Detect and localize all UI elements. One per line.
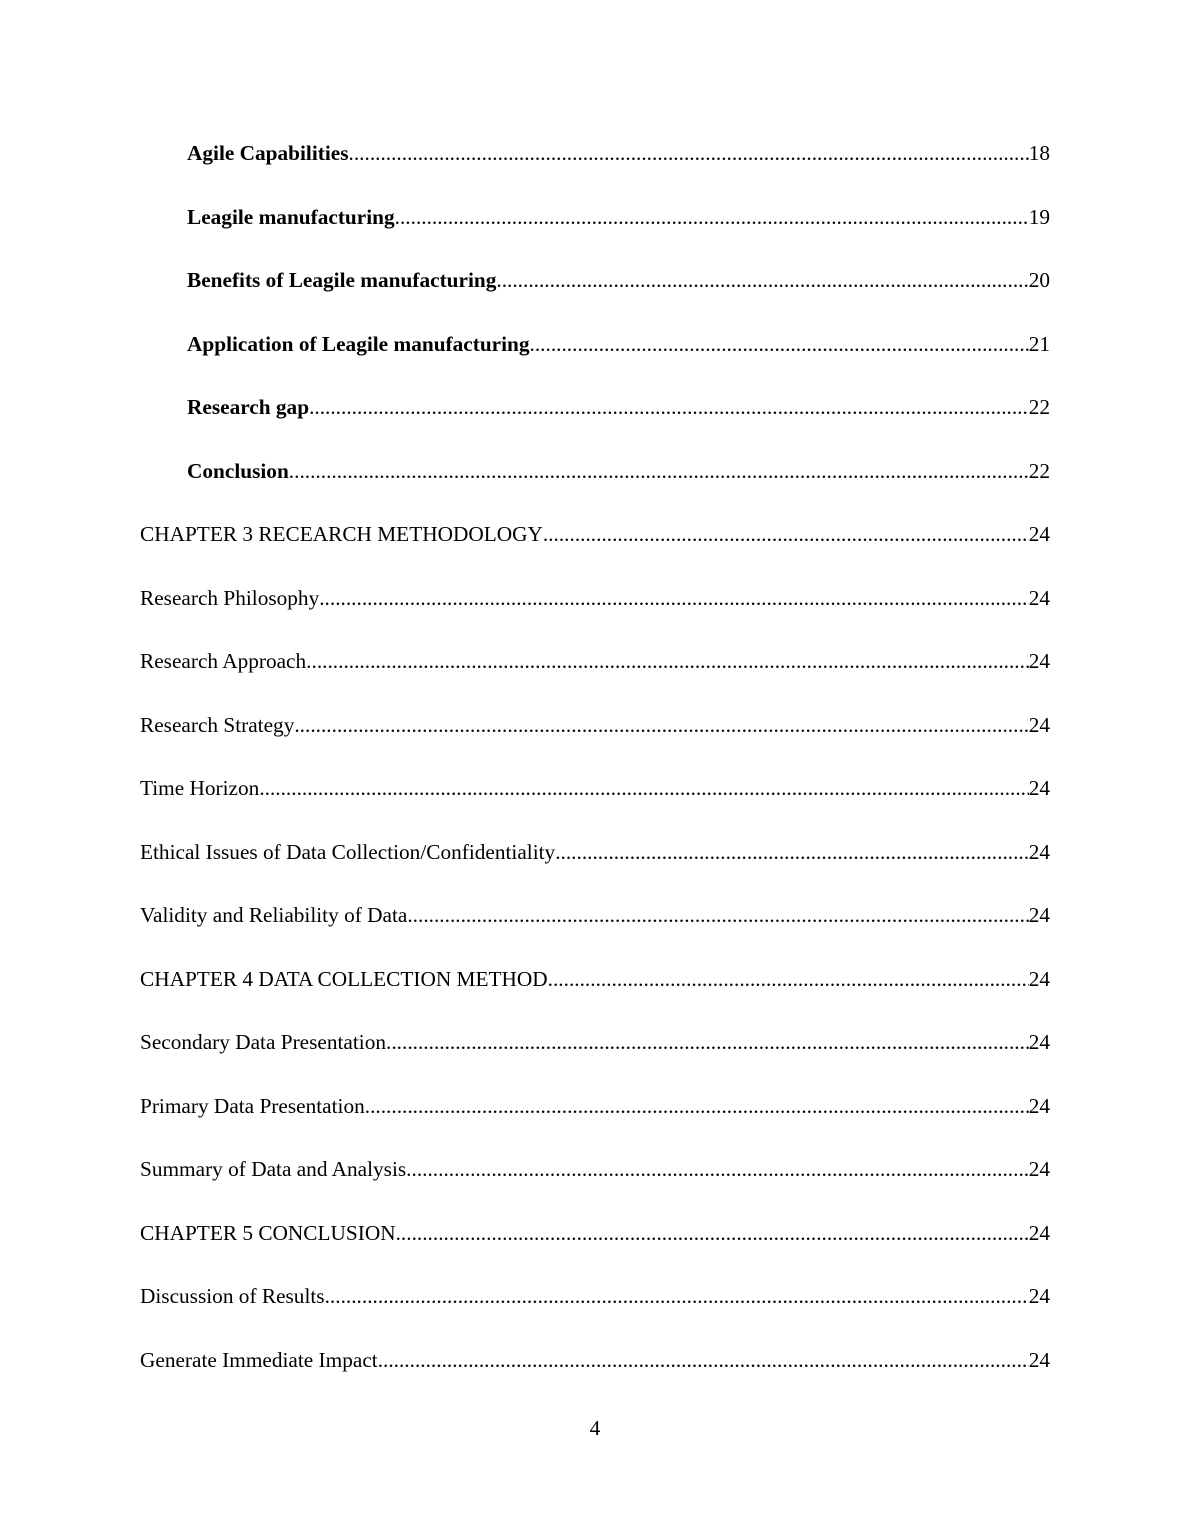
toc-entry-page: 21 xyxy=(1028,331,1050,356)
toc-entry-summary-of-data[interactable] xyxy=(140,1138,1050,1202)
toc-entry-research-strategy[interactable] xyxy=(140,694,1050,758)
toc-entry-chapter-4[interactable] xyxy=(140,948,1050,1012)
toc-entry-page: 24 xyxy=(1028,1157,1050,1181)
toc-entry-leagile-manufacturing[interactable] xyxy=(140,186,1050,250)
toc-entry-agile-capabilities[interactable] xyxy=(140,122,1050,186)
toc-entry-page: 22 xyxy=(1028,458,1050,483)
toc-entry-title: Summary of Data and Analysis xyxy=(140,1157,407,1181)
toc-entry-title: Conclusion xyxy=(187,458,289,483)
toc-entry-page: 24 xyxy=(1028,903,1050,927)
toc-dot-leader xyxy=(543,503,1029,567)
toc-entry-page: 18 xyxy=(1028,141,1050,165)
toc-entry-validity-and-reliability[interactable] xyxy=(140,884,1050,948)
toc-entry-title: Secondary Data Presentation xyxy=(140,1030,387,1054)
toc-entry-chapter-3[interactable] xyxy=(140,503,1050,567)
toc-entry-title: Discussion of Results xyxy=(140,1284,325,1308)
toc-entry-research-approach[interactable] xyxy=(140,630,1050,694)
toc-entry-title: Research Strategy xyxy=(140,712,295,737)
toc-entry-page: 20 xyxy=(1028,268,1050,292)
toc-dot-leader xyxy=(407,884,1028,948)
toc-dot-leader xyxy=(395,186,1029,250)
toc-entry-title: Ethical Issues of Data Collection/Confidentiality xyxy=(140,839,556,864)
toc-entry-generate-immediate-impact[interactable] xyxy=(140,1329,1050,1393)
toc-entry-benefits-of-leagile-manufacturing[interactable] xyxy=(140,249,1050,313)
toc-entry-time-horizon[interactable] xyxy=(140,757,1050,821)
toc-dot-leader xyxy=(294,694,1028,758)
toc-entry-page: 24 xyxy=(1028,522,1050,546)
toc-dot-leader xyxy=(309,376,1029,440)
toc-entry-title: Leagile manufacturing xyxy=(187,204,395,229)
toc-entry-page: 19 xyxy=(1028,204,1050,229)
toc-entry-page: 24 xyxy=(1028,839,1050,864)
toc-entry-page: 24 xyxy=(1028,712,1050,737)
toc-entry-research-gap[interactable] xyxy=(140,376,1050,440)
toc-entry-chapter-5[interactable] xyxy=(140,1202,1050,1266)
toc-entry-title: Benefits of Leagile manufacturing xyxy=(187,268,497,292)
toc-entry-title: Research Approach xyxy=(140,649,307,673)
toc-dot-leader xyxy=(349,122,1029,186)
toc-entry-title: CHAPTER 5 CONCLUSION xyxy=(140,1220,396,1245)
table-of-contents xyxy=(140,122,1050,1392)
toc-entry-title: Agile Capabilities xyxy=(187,141,349,165)
toc-entry-page: 22 xyxy=(1028,395,1050,419)
toc-entry-title: Research Philosophy xyxy=(140,585,320,610)
toc-entry-title: Primary Data Presentation xyxy=(140,1093,365,1118)
toc-entry-page: 24 xyxy=(1028,1284,1050,1308)
toc-dot-leader xyxy=(548,948,1029,1012)
toc-entry-page: 24 xyxy=(1028,649,1050,673)
toc-entry-title: CHAPTER 3 RECEARCH METHODOLOGY xyxy=(140,522,543,546)
toc-dot-leader xyxy=(289,440,1029,504)
toc-dot-leader xyxy=(406,1138,1029,1202)
page-number: 4 xyxy=(589,1416,601,1440)
toc-dot-leader xyxy=(325,1265,1029,1329)
toc-entry-conclusion[interactable] xyxy=(140,440,1050,504)
toc-dot-leader xyxy=(306,630,1029,694)
toc-entry-page: 24 xyxy=(1028,1093,1050,1118)
toc-entry-primary-data-presentation[interactable] xyxy=(140,1075,1050,1139)
toc-dot-leader xyxy=(555,821,1029,885)
toc-entry-page: 24 xyxy=(1028,1030,1050,1054)
toc-entry-title: Application of Leagile manufacturing xyxy=(187,331,530,356)
toc-entry-title: Time Horizon xyxy=(140,776,260,800)
toc-entry-discussion-of-results[interactable] xyxy=(140,1265,1050,1329)
toc-entry-ethical-issues[interactable] xyxy=(140,821,1050,885)
toc-entry-secondary-data-presentation[interactable] xyxy=(140,1011,1050,1075)
toc-entry-page: 24 xyxy=(1028,966,1050,991)
toc-dot-leader xyxy=(496,249,1028,313)
toc-dot-leader xyxy=(386,1011,1029,1075)
toc-dot-leader xyxy=(378,1329,1029,1393)
toc-entry-page: 24 xyxy=(1028,1220,1050,1245)
toc-entry-page: 24 xyxy=(1028,776,1050,800)
toc-entry-title: Research gap xyxy=(187,395,310,419)
toc-entry-title: CHAPTER 4 DATA COLLECTION METHOD xyxy=(140,966,548,991)
toc-entry-page: 24 xyxy=(1028,585,1050,610)
toc-entry-page: 24 xyxy=(1028,1347,1050,1372)
toc-entry-title: Validity and Reliability of Data xyxy=(140,903,408,927)
toc-dot-leader xyxy=(530,313,1029,377)
toc-dot-leader xyxy=(396,1202,1029,1266)
toc-entry-application-of-leagile-manufacturing[interactable] xyxy=(140,313,1050,377)
toc-entry-title: Generate Immediate Impact xyxy=(140,1347,378,1372)
toc-dot-leader xyxy=(259,757,1028,821)
toc-dot-leader xyxy=(319,567,1028,631)
toc-dot-leader xyxy=(365,1075,1029,1139)
toc-entry-research-philosophy[interactable] xyxy=(140,567,1050,631)
